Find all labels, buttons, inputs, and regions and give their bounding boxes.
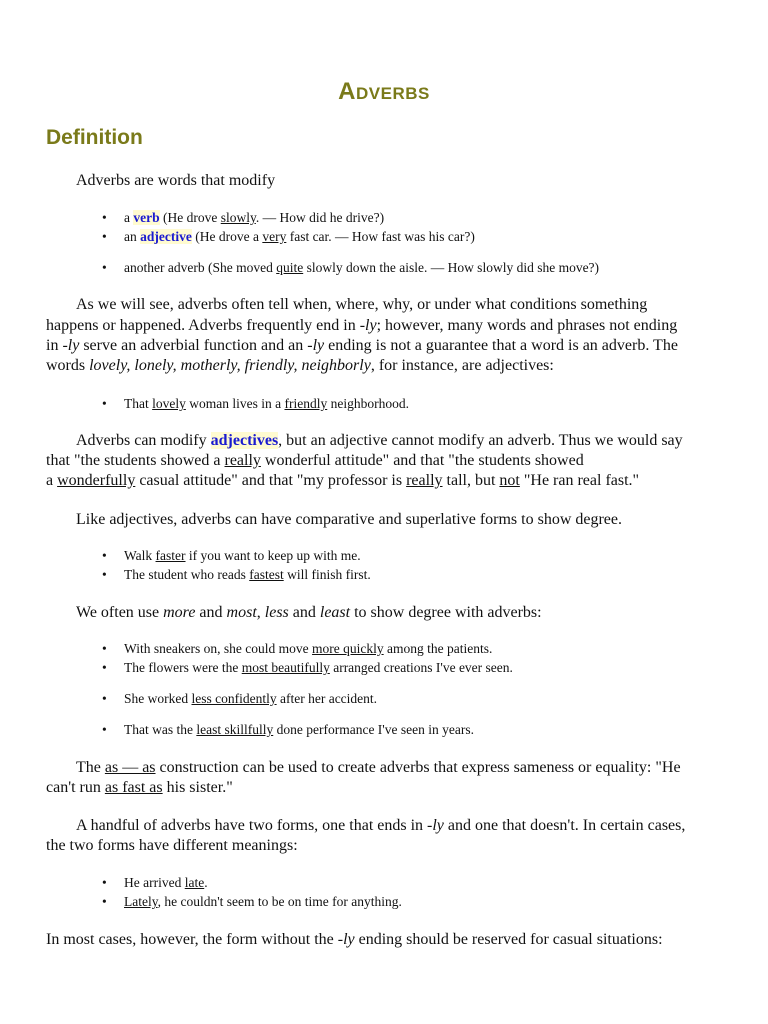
list-item: • The student who reads fastest will finish first. xyxy=(124,565,371,584)
paragraph-line: that "the students showed a really wonderful attitude" and that "the students showed xyxy=(46,452,584,469)
paragraph-line: A handful of adverbs have two forms, one that ends in -ly and one that doesn't. In certain cases, xyxy=(76,817,686,834)
paragraph-line: a wonderfully casual attitude" and that "my professor is really tall, but not "He ran real fast." xyxy=(46,472,640,489)
list-item: • Lately, he couldn't seem to be on time for anything. xyxy=(124,892,402,911)
paragraph: Like adjectives, adverbs can have comparative and superlative forms to show degree. xyxy=(76,511,623,528)
paragraph-line: As we will see, adverbs often tell when, where, why, or under what conditions something xyxy=(76,296,648,313)
paragraph-line: in -ly serve an adverbial function and an -ly ending is not a guarantee that a word is an adverb. The xyxy=(46,337,678,354)
list-item: • That was the least skillfully done performance I've seen in years. xyxy=(124,720,474,739)
list-item: • another adverb (She moved quite slowly down the aisle. — How slowly did she move?) xyxy=(124,258,599,277)
list-item: • a verb (He drove slowly. — How did he drive?) xyxy=(124,208,384,227)
paragraph-line: the two forms have different meanings: xyxy=(46,837,298,854)
list-item: • He arrived late. xyxy=(124,873,208,892)
list-item: • With sneakers on, she could move more quickly among the patients. xyxy=(124,639,492,658)
list-item: • She worked less confidently after her accident. xyxy=(124,689,377,708)
list-item: • Walk faster if you want to keep up with me. xyxy=(124,546,361,565)
page-title: Adverbs xyxy=(338,78,430,105)
paragraph: Adverbs are words that modify xyxy=(76,172,276,189)
paragraph-line: Adverbs can modify adjectives, but an adjective cannot modify an adverb. Thus we would say xyxy=(76,432,683,449)
paragraph-line: can't run as fast as his sister." xyxy=(46,779,233,796)
paragraph-line: happens or happened. Adverbs frequently end in -ly; however, many words and phrases not ending xyxy=(46,317,678,334)
paragraph: In most cases, however, the form without the -ly ending should be reserved for casual situations: xyxy=(46,931,663,948)
section-heading: Definition xyxy=(46,126,143,149)
list-item: • an adjective (He drove a very fast car. — How fast was his car?) xyxy=(124,227,475,246)
paragraph-line: The as — as construction can be used to create adverbs that express sameness or equality: "He xyxy=(76,759,681,776)
list-item: • That lovely woman lives in a friendly neighborhood. xyxy=(124,394,409,413)
paragraph: We often use more and most, less and least to show degree with adverbs: xyxy=(76,604,542,621)
list-item: • The flowers were the most beautifully arranged creations I've ever seen. xyxy=(124,658,513,677)
paragraph-line: words lovely, lonely, motherly, friendly, neighborly, for instance, are adjectives: xyxy=(46,357,554,374)
